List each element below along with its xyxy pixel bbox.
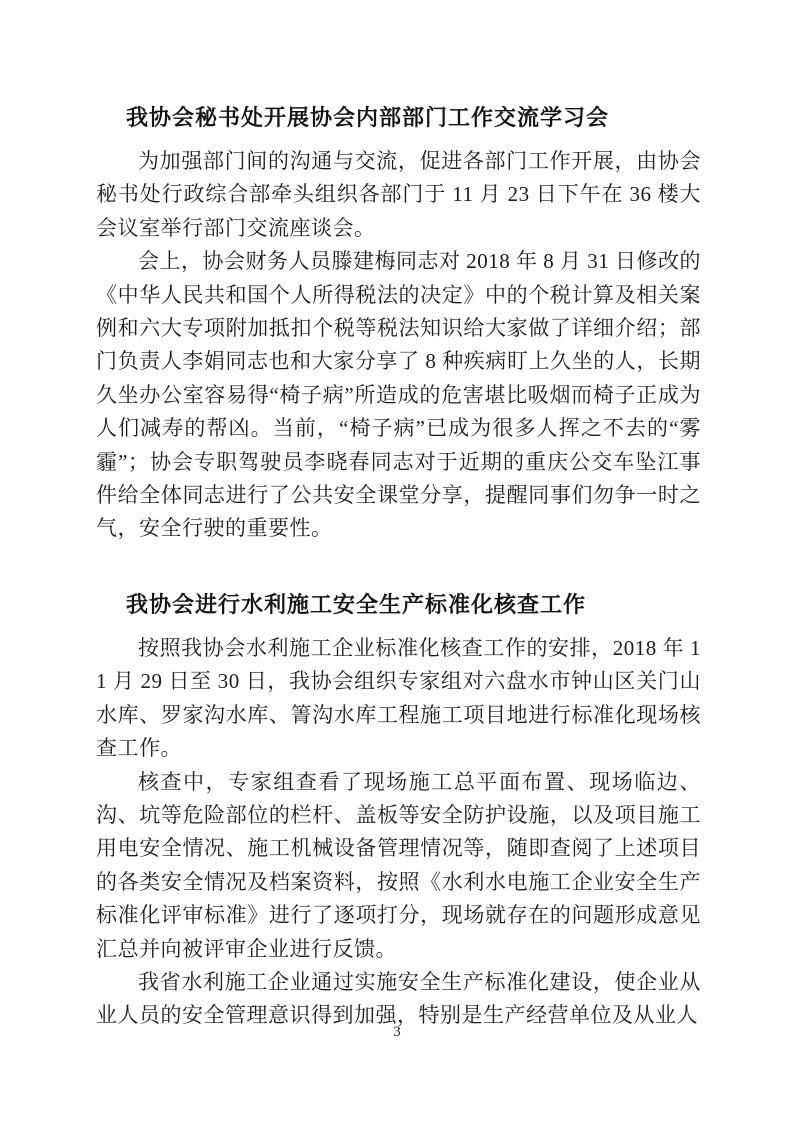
section-standardization-inspection xyxy=(96,588,701,1033)
body-paragraph: 核查中，专家组查看了现场施工总平面布置、现场临边、沟、坑等危险部位的栏杆、盖板等安全防护设施，以及项目施工用电安全情况、施工机械设备管理情况等，随即查阅了上述项目的各类安全情况及档案资料，按照《水利水电施工企业安全生产标准化评审标准》进行了逐项打分，现场就存在的问题形成意见汇总并向被评审企业进行反馈。 xyxy=(96,769,701,961)
body-paragraph: 我省水利施工企业通过实施安全生产标准化建设，使企业从业人员的安全管理意识得到加强，特别是生产经营单位及从业人 xyxy=(96,969,701,1028)
page-number: 3 xyxy=(393,1024,401,1040)
body-paragraph: 会上，协会财务人员滕建梅同志对 2018 年 8 月 31 日修改的《中华人民共和国个人所得税法的决定》中的个税计算及相关案例和六大专项附加抵扣个税等税法知识给大家做了详细介绍；部门负责人李娟同志也和大家分享了 8 种疾病盯上久坐的人，长期久坐办公室容易得“椅子病”所造成的危害堪比吸烟而椅子正成为人们减寿的帮凶。当前，“椅子病”已成为很多人挥之不去的“雾霾”；协会专职驾驶员李晓春同志对于近期的重庆公交车坠江事件给全体同志进行了公共安全课堂分享，提醒同事们勿争一时之气，安全行驶的重要性。 xyxy=(96,249,701,541)
section-title: 我协会进行水利施工安全生产标准化核查工作 xyxy=(126,591,587,617)
document-content xyxy=(96,101,701,1033)
section-title: 我协会秘书处开展协会内部部门工作交流学习会 xyxy=(126,105,610,130)
section-internal-exchange-meeting xyxy=(96,101,701,546)
body-paragraph: 按照我协会水利施工企业标准化核查工作的安排，2018 年 11 月 29 日至 30 日，我协会组织专家组对六盘水市钟山区关门山水库、罗家沟水库、箐沟水库工程施工项目地进行标准化现场核查工作。 xyxy=(96,635,701,761)
body-paragraph: 为加强部门间的沟通与交流，促进各部门工作开展，由协会秘书处行政综合部牵头组织各部门于 11 月 23 日下午在 36 楼大会议室举行部门交流座谈会。 xyxy=(96,149,701,240)
